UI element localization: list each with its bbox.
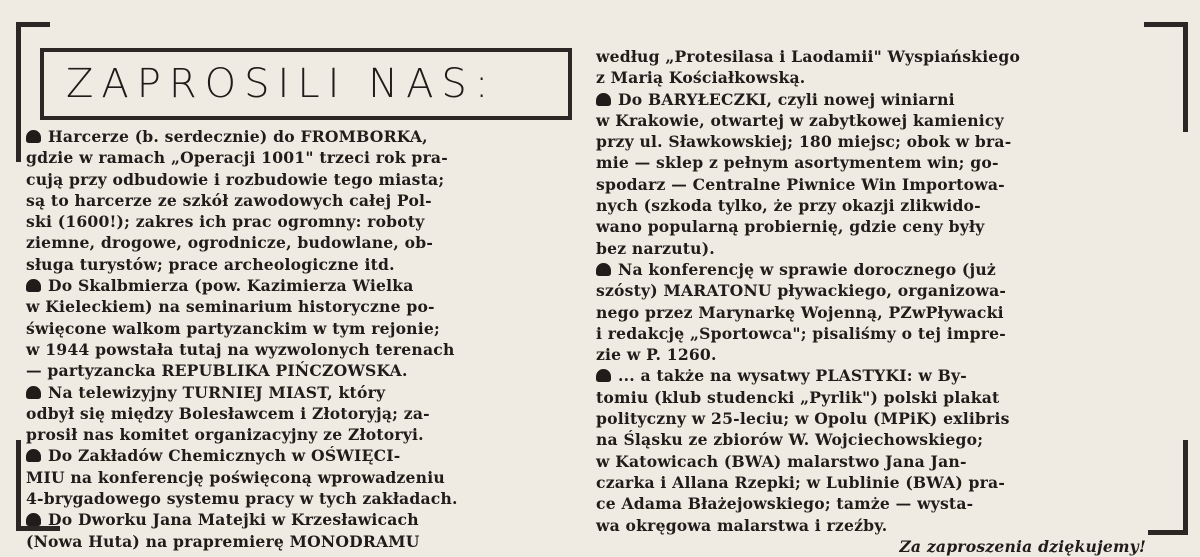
- text-line: [26, 445, 582, 466]
- title-box: [40, 48, 572, 120]
- line-text: Do Dworku Jana Matejki w Krzesławicach: [48, 510, 419, 530]
- text-line: [596, 344, 1156, 365]
- line-text: ... a także na wysatwy PLASTYKI: w By-: [618, 366, 967, 386]
- text-line: [26, 147, 582, 168]
- text-line: [26, 211, 582, 232]
- text-line: [26, 318, 582, 339]
- text-line: [596, 216, 1156, 237]
- text-line: [26, 531, 582, 552]
- text-line: [596, 365, 1156, 386]
- text-line: [26, 360, 582, 381]
- line-text: z Marią Kościałkowską.: [596, 68, 806, 88]
- line-text: bez narzutu).: [596, 238, 715, 258]
- closing-thanks: Za zaproszenia dziękujemy!: [899, 536, 1146, 556]
- line-text: są to harcerze ze szkół zawodowych całej Pol-: [26, 190, 432, 210]
- line-text: odbył się między Bolesławcem i Złotoryją; za-: [26, 403, 430, 423]
- text-line: [596, 323, 1156, 344]
- text-line: [596, 408, 1156, 429]
- text-line: [26, 509, 582, 530]
- line-text: Do Skalbmierza (pow. Kazimierza Wielka: [48, 276, 414, 296]
- frame-corner-top-left: [16, 22, 50, 27]
- text-line: [26, 403, 582, 424]
- line-text: ziemne, drogowe, ogrodnicze, budowlane, ob-: [26, 233, 434, 253]
- bullet-icon: [26, 513, 41, 526]
- line-text: szósty) MARATONU pływackiego, organizowa-: [596, 281, 1007, 301]
- line-text: ce Adama Błażejowskiego; tamże — wysta-: [596, 494, 974, 514]
- text-line: [596, 302, 1156, 323]
- text-line: [596, 259, 1156, 280]
- line-text: polityczny w 25-leciu; w Opolu (MPiK) exlibris: [596, 409, 1010, 429]
- text-line: [596, 429, 1156, 450]
- frame-edge-top-right: [1183, 22, 1188, 132]
- line-text: w 1944 powstała tutaj na wyzwolonych terenach: [26, 339, 455, 359]
- line-text: w Kieleckiem) na seminarium historyczne po-: [26, 297, 435, 317]
- text-line: [26, 275, 582, 296]
- left-column: [26, 126, 582, 552]
- bullet-icon: [26, 449, 41, 462]
- line-text: MIU na konferencję poświęconą wprowadzeniu: [26, 467, 445, 487]
- line-text: Do Zakładów Chemicznych w OŚWIĘCI-: [48, 446, 401, 466]
- line-text: — partyzancka REPUBLIKA PIŃCZOWSKA.: [26, 361, 408, 381]
- bullet-icon: [596, 93, 611, 106]
- text-line: [26, 232, 582, 253]
- text-line: [596, 280, 1156, 301]
- frame-edge-bottom-left: [16, 440, 21, 530]
- bullet-icon: [26, 130, 41, 143]
- text-line: [596, 238, 1156, 259]
- text-line: [26, 296, 582, 317]
- line-text: (Nowa Huta) na prapremierę MONODRAMU: [26, 531, 420, 551]
- line-text: zie w P. 1260.: [596, 345, 717, 365]
- line-text: wano popularną probiernię, gdzie ceny były: [596, 217, 985, 237]
- text-line: [596, 67, 1156, 88]
- text-line: [596, 493, 1156, 514]
- line-text: na Śląsku ze zbiorów W. Wojciechowskiego;: [596, 430, 984, 450]
- text-line: [596, 174, 1156, 195]
- text-line: [596, 451, 1156, 472]
- bullet-icon: [596, 369, 611, 382]
- line-text: cują przy odbudowie i rozbudowie tego miasta;: [26, 169, 445, 189]
- line-text: według „Protesilasa i Laodamii" Wyspiańskiego: [596, 47, 1021, 66]
- text-line: [596, 387, 1156, 408]
- text-line: [26, 254, 582, 275]
- page-title: ZAPROSILI NAS:: [66, 61, 497, 107]
- line-text: czarka i Allana Rzepki; w Lublinie (BWA) pra-: [596, 472, 1006, 492]
- text-line: [596, 89, 1156, 110]
- text-line: [26, 424, 582, 445]
- line-text: mie — sklep z pełnym asortymentem win; go-: [596, 153, 999, 173]
- right-column: [596, 46, 1156, 557]
- line-text: nych (szkoda tylko, że przy okazji zlikwido-: [596, 196, 981, 216]
- text-line: [596, 131, 1156, 152]
- line-text: spodarz — Centralne Piwnice Win Importowa-: [596, 174, 1005, 194]
- text-line: [596, 152, 1156, 173]
- line-text: Na konferencję w sprawie dorocznego (już: [618, 259, 996, 279]
- text-line: [596, 195, 1156, 216]
- text-line: [26, 339, 582, 360]
- line-text: przy ul. Sławkowskiej; 180 miejsc; obok w bra-: [596, 132, 1012, 152]
- text-line: [26, 467, 582, 488]
- text-line: [26, 190, 582, 211]
- frame-edge-bottom-right: [1183, 440, 1188, 535]
- text-line: [596, 110, 1156, 131]
- line-text: Harcerze (b. serdecznie) do FROMBORKA,: [48, 127, 428, 146]
- text-line: [26, 488, 582, 509]
- text-line: [26, 382, 582, 403]
- line-text: nego przez Marynarkę Wojenną, PZwPływacki: [596, 302, 1004, 322]
- text-line: [596, 515, 1156, 536]
- line-text: gdzie w ramach „Operacji 1001" trzeci rok pra-: [26, 148, 448, 168]
- line-text: święcone walkom partyzanckim w tym rejonie;: [26, 318, 440, 338]
- bullet-icon: [26, 386, 41, 399]
- line-text: 4-brygadowego systemu pracy w tych zakładach.: [26, 489, 458, 509]
- bullet-icon: [596, 263, 611, 276]
- line-text: ski (1600!); zakres ich prac ogromny: roboty: [26, 212, 425, 232]
- text-line: [26, 126, 582, 147]
- text-line: [596, 46, 1156, 67]
- line-text: wa okręgowa malarstwa i rzeźby.: [596, 515, 888, 535]
- line-text: Na telewizyjny TURNIEJ MIAST, który: [48, 382, 386, 402]
- line-text: w Krakowie, otwartej w zabytkowej kamienicy: [596, 110, 1004, 130]
- frame-corner-top-right: [1144, 22, 1188, 27]
- line-text: w Katowicach (BWA) malarstwo Jana Jan-: [596, 451, 967, 471]
- line-text: sługa turystów; prace archeologiczne itd.: [26, 254, 395, 274]
- line-text: i redakcję „Sportowca"; pisaliśmy o tej impre-: [596, 323, 1006, 343]
- frame-edge-top-left: [16, 22, 21, 162]
- line-text: prosił nas komitet organizacyjny ze Złotoryi.: [26, 425, 424, 445]
- text-line: [596, 472, 1156, 493]
- line-text: tomiu (klub studencki „Pyrlik") polski plakat: [596, 387, 1000, 407]
- line-text: Do BARYŁECZKI, czyli nowej winiarni: [618, 89, 955, 109]
- text-line: [26, 169, 582, 190]
- bullet-icon: [26, 279, 41, 292]
